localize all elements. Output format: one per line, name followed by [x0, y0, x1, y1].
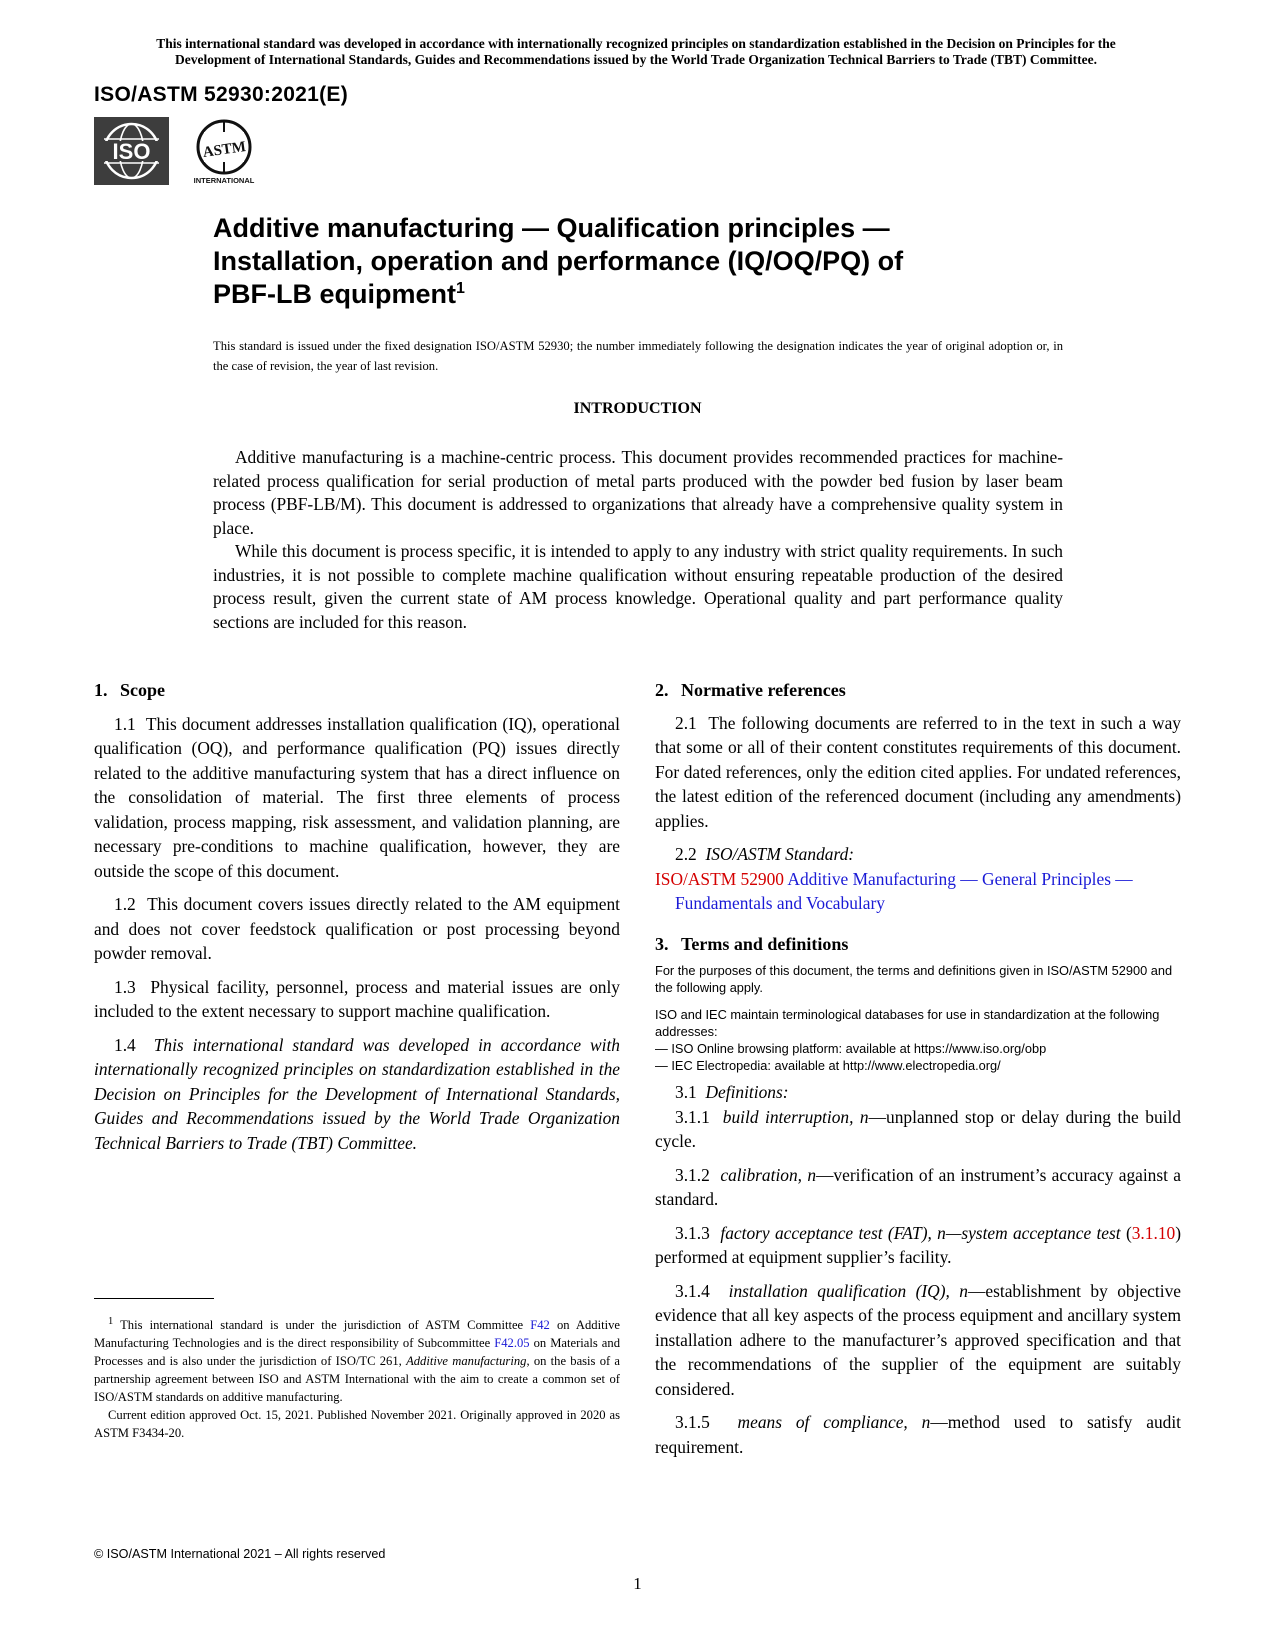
definition-3-1-2: 3.1.2 calibration, n—verification of an instrument’s accuracy against a standard.: [655, 1164, 1181, 1209]
committee-f42-link[interactable]: F42: [530, 1318, 550, 1333]
reference-title-link[interactable]: Additive Manufacturing — General Principles — Fundamentals and Vocabulary: [675, 868, 1133, 913]
terms-databases: ISO and IEC maintain terminological databases for use in standardization at the following addresses: — ISO Online browsing platform: available at https://www.iso.org/obp — IEC Electropedia: available at http://www.electropedia.org/: [655, 1007, 1160, 1073]
definitions-3-1: 3.1 Definitions:: [675, 1082, 789, 1102]
footnote: [94, 1313, 620, 1442]
issued-note: This standard is issued under the fixed designation ISO/ASTM 52930; the number immediately following the designation indicates the year of original adoption or, in the case of revision, the year of last revision.: [213, 339, 1063, 373]
page-number: 1: [633, 1574, 642, 1593]
astm-logo-subtext: INTERNATIONAL: [193, 176, 255, 185]
iso-logo: [94, 117, 169, 185]
iec-electropedia-link[interactable]: — IEC Electropedia: available at http://www.electropedia.org/: [655, 1058, 1001, 1073]
subcommittee-f42-05-link[interactable]: F42.05: [494, 1336, 530, 1351]
terms-heading: 3. Terms and definitions: [655, 933, 849, 954]
reference-iso-astm-52900: [655, 867, 1181, 916]
wto-notice-line2: Development of International Standards, Guides and Recommendations issued by the World Trade Organization Technical Barriers to Trade (TBT) Committee.: [174, 52, 1097, 67]
title-line1: Additive manufacturing — Qualification principles —: [213, 213, 890, 243]
title-footnote-mark[interactable]: 1: [456, 280, 465, 297]
introduction-para2: While this document is process specific, it is intended to apply to any industry with strict quality requirements. In such industries, it is not possible to complete machine qualification without ensuring repeatable production of the desired process result, given the current state of AM process knowledge. Operational quality and part performance quality sections are included for this reason.: [213, 541, 1063, 632]
scope-1-3: 1.3 Physical facility, personnel, process and material issues are only included to the extent necessary to support machine qualification.: [94, 976, 620, 1021]
definition-3-1-1: 3.1.1 build interruption, n—unplanned stop or delay during the build cycle.: [655, 1106, 1181, 1151]
definition-ref-3-1-10-link[interactable]: 3.1.10: [1131, 1222, 1176, 1243]
scope-1-1: 1.1 This document addresses installation qualification (IQ), operational qualification (OQ), and performance qualification (PQ) issues directly related to the additive manufacturing system that has a direct influence on the consolidation of material. The first three elements of process validation, process mapping, risk assessment, and validation planning, are necessary pre-conditions to machine qualification, however, they are outside the scope of this document.: [94, 713, 620, 881]
footnote-divider: [94, 1298, 214, 1299]
astm-logo-text: ASTM: [201, 139, 247, 161]
introduction-heading: INTRODUCTION: [573, 400, 702, 417]
title-line2: Installation, operation and performance (IQ/OQ/PQ) of: [213, 246, 904, 276]
standard-designation: ISO/ASTM 52930:2021(E): [94, 83, 349, 106]
left-column: [94, 678, 620, 1164]
normative-2-2: 2.2 ISO/ASTM Standard:: [675, 844, 855, 864]
copyright-notice: © ISO/ASTM International 2021 – All rights reserved: [94, 1547, 386, 1561]
right-column: [655, 678, 1181, 1468]
terms-note: For the purposes of this document, the terms and definitions given in ISO/ASTM 52900 and the following apply.: [655, 963, 1173, 995]
definition-3-1-3: 3.1.3 factory acceptance test (FAT), n—system acceptance test (3.1.10) performed at equipment supplier’s facility.: [655, 1222, 1182, 1267]
footnote-edition: Current edition approved Oct. 15, 2021. Published November 2021. Originally approved in 2020 as ASTM F3434-20.: [94, 1408, 620, 1441]
normative-heading: 2. Normative references: [655, 680, 846, 700]
footnote-jurisdiction: $^1$ This international standard is under the jurisdiction of ASTM Committee F42 on Additive Manufacturing Technologies and is the direct responsibility of Subcommittee F42.05 on Materials and Processes and is also under the jurisdiction of ISO/TC 261, Additive manufacturing, on the basis of a partnership agreement between ISO and ASTM International with the aim to create a common set of ISO/ASTM standards on additive manufacturing.: [94, 1316, 621, 1405]
wto-notice-line1: This international standard was developed in accordance with internationally recognized principles on standardization established in the Decision on Principles for the: [156, 36, 1116, 51]
normative-2-1: 2.1 The following documents are referred to in the text in such a way that some or all of their content constitutes requirements of this document. For dated references, only the edition cited applies. For undated references, the latest edition of the referenced document (including any amendments) applies.: [655, 712, 1181, 831]
definition-3-1-5: 3.1.5 means of compliance, n—method used to satisfy audit requirement.: [655, 1412, 1182, 1457]
scope-1-4: 1.4 This international standard was developed in accordance with internationally recognized principles on standardization established in the Decision on Principles for the Development of International Standards, Guides and Recommendations issued by the World Trade Organization Technical Barriers to Trade (TBT) Committee.: [94, 1034, 620, 1153]
introduction-para1: Additive manufacturing is a machine-centric process. This document provides recommended practices for machine-related process qualification for serial production of metal parts produced with the powder bed fusion by laser beam process (PBF-LB/M). This document is addressed to organizations that already have a comprehensive quality system in place.: [213, 447, 1063, 538]
definition-3-1-4: 3.1.4 installation qualification (IQ), n—establishment by objective evidence that all key aspects of the process equipment and ancillary system installation adhere to the manufacturer’s approved specification and that the recommendations of the supplier of the equipment are suitably considered.: [655, 1280, 1181, 1399]
title-line3: PBF-LB equipment$^1$: [213, 279, 465, 309]
scope-heading: 1. Scope: [94, 680, 165, 700]
iso-logo-text: ISO: [112, 139, 151, 164]
iso-obp-link[interactable]: — ISO Online browsing platform: available at https://www.iso.org/obp: [655, 1041, 1047, 1056]
wto-notice: [92, 36, 1180, 68]
introduction-body: [213, 446, 1063, 634]
document-title: [213, 212, 1113, 311]
scope-1-2: 1.2 This document covers issues directly related to the AM equipment and does not cover feedstock qualification or post processing beyond powder removal.: [94, 894, 620, 963]
reference-code-link[interactable]: ISO/ASTM 52900: [655, 868, 784, 889]
astm-logo: [186, 117, 268, 189]
